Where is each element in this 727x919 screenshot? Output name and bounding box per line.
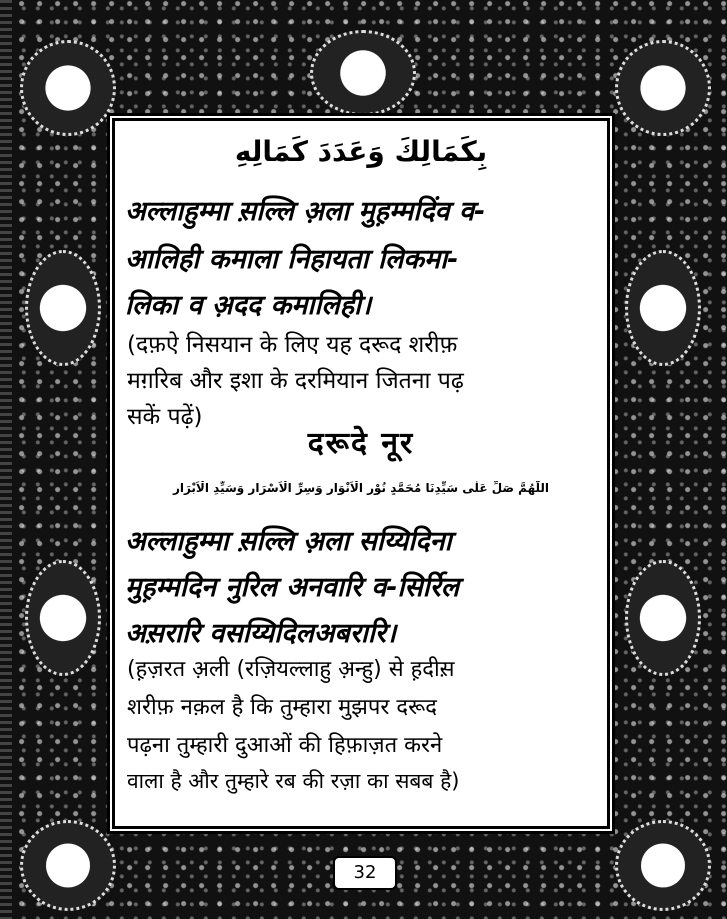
durood-1-line-3: लिका व अ़दद कमालिही।: [125, 290, 372, 321]
durood-1-line-1: अल्लाहुम्मा स़ल्लि अ़ला मुह़म्मदिंव व-: [125, 196, 486, 227]
ornament-bottom-right-icon: [615, 820, 711, 911]
durood-2-line-3: अस़रारि वसय्यिदिलअबरारि।: [125, 618, 397, 649]
text-panel: [112, 118, 610, 829]
note-2-line-3: पढ़ना तुम्हारी दुआओं की हिफ़ाज़त करने: [127, 733, 443, 758]
durood-2-line-1: अल्लाहुम्मा स़ल्लि अ़ला सय्यिदिना: [125, 526, 452, 557]
note-2-line-1: (ह़ज़रत अ़ली (रज़ियल्लाहु अ़न्हु) से ह़दीस़: [127, 657, 455, 682]
ornament-right-lower-icon: [625, 560, 701, 676]
ornament-bottom-left-icon: [20, 820, 116, 911]
ornament-left-icon: [25, 250, 101, 366]
binding-edge: [0, 0, 12, 919]
section-title: दरूदे नूर: [307, 426, 415, 461]
note-1-line-1: (दफ़ऐ निसयान के लिए यह दरूद शरीफ़: [127, 332, 458, 358]
note-2-line-4: वाला है और तुम्हारे रब की रज़ा का सबब है): [127, 769, 460, 793]
arabic-heading-1: بِكَمَالِكَ وَعَدَدَ كَمَالِهِ: [234, 135, 488, 168]
note-1-line-2: मग़रिब और इशा के दरमियान जितना पढ़: [127, 368, 464, 394]
durood-2-line-2: मुह़म्मदिन नुरिल अनवारि व-सिर्रिल: [125, 572, 460, 603]
note-1-line-3: सकें पढ़ें): [127, 404, 203, 430]
ornament-top-left-icon: [20, 40, 116, 136]
note-2-line-2: शरीफ़ नक़ल है कि तुम्हारा मुझपर दरूद: [127, 695, 437, 720]
ornament-right-icon: [625, 250, 701, 366]
durood-1-line-2: आलिही कमाला निहायता लिकमा-: [125, 244, 459, 275]
page-number: 32: [333, 856, 397, 890]
ornament-top-right-icon: [615, 40, 711, 136]
ornament-top-center-icon: [310, 30, 416, 116]
arabic-heading-2: اللّٰهُمَّ صَلِّ عَلٰى سَيِّدِنَا مُحَمَّدٍ نُوْرِ الْاَنْوَارِ وَسِرِّ الْاَسْرَارِ وَسَيِّدِ الْاَبْرَارِ: [172, 481, 550, 495]
ornament-left-lower-icon: [25, 560, 101, 676]
